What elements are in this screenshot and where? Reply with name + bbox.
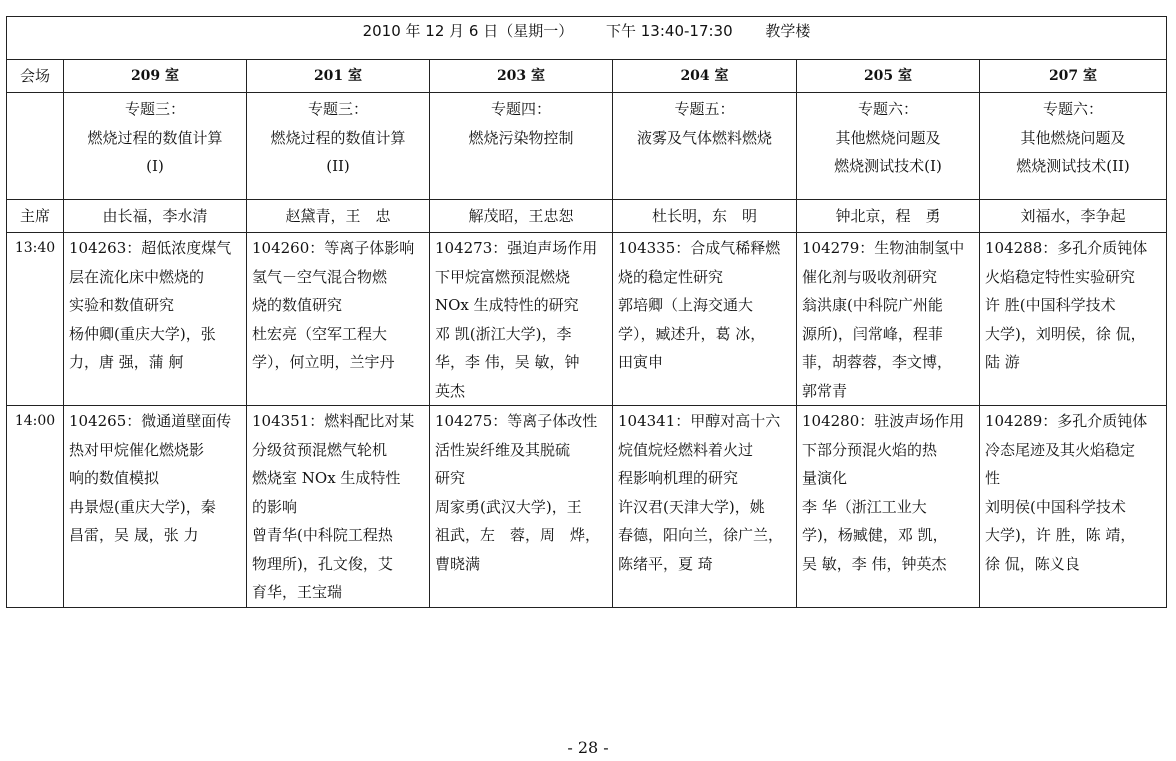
cell-line: 杨仲卿(重庆大学)，张 (69, 324, 216, 343)
cell-line: 下甲烷富燃预混燃烧 (435, 267, 571, 286)
cell-line: 活性炭纤维及其脱硫 (435, 440, 571, 459)
cell-line: 春德，阳向兰，徐广兰， (618, 526, 784, 544)
cell-line: 陆 游 (985, 353, 1020, 371)
topics-label-empty (7, 93, 64, 200)
topic-cell (797, 93, 980, 200)
cell-line: 液雾及气体燃料燃烧 (636, 128, 772, 147)
cell-line: 104275：等离子体改性 (435, 412, 598, 430)
cell-line: 104351：燃料配比对某 (252, 412, 415, 430)
paper-cell (613, 406, 797, 608)
chair-cell: 杜长明，东 明 (613, 200, 797, 233)
paper-cell (430, 233, 613, 406)
cell-line: 专题三： (124, 100, 185, 118)
chair-cell: 钟北京，程 勇 (797, 200, 980, 233)
paper-cell (430, 406, 613, 608)
room-207: 207 室 (980, 60, 1167, 93)
cell-line: 大学)，许 胜，陈 靖， (985, 526, 1136, 544)
paper-cell (797, 233, 980, 406)
chair-label: 主席 (7, 200, 64, 233)
session-time: 下午 13:40-17:30 (606, 22, 733, 40)
cell-line: 郭培卿（上海交通大 (618, 296, 754, 314)
cell-line: 燃烧室 NOx 生成特性 (252, 469, 401, 487)
session-row-1340 (7, 233, 1167, 406)
cell-line: 周家勇(武汉大学)，王 (435, 497, 582, 516)
topic-cell (980, 93, 1167, 200)
session-time-cell: 14:00 (7, 406, 64, 608)
room-204: 204 室 (613, 60, 797, 93)
cell-line: 学)，杨臧健，邓 凯， (802, 526, 948, 544)
room-209: 209 室 (64, 60, 247, 93)
cell-line: 火焰稳定特性实验研究 (985, 267, 1136, 286)
cell-line: 田寅申 (618, 353, 664, 371)
cell-line: 程影响机理的研究 (618, 469, 739, 487)
cell-line: 104289：多孔介质钝体 (985, 412, 1148, 430)
cell-line: (I) (146, 157, 164, 175)
cell-line: 郭常青 (802, 381, 848, 400)
cell-line: 氢气－空气混合物燃 (252, 267, 388, 286)
cell-line: 学），臧述升，葛 冰， (618, 324, 766, 343)
cell-line: 104288：多孔介质钝体 (985, 239, 1148, 257)
cell-line: 曾青华(中科院工程热 (252, 526, 393, 544)
paper-cell (64, 233, 247, 406)
paper-cell (980, 233, 1167, 406)
cell-line: 专题六： (857, 100, 918, 118)
cell-line: 烧的稳定性研究 (618, 267, 724, 286)
cell-line: 专题四： (490, 100, 551, 118)
cell-line: 分级贫预混燃气轮机 (252, 440, 388, 459)
cell-line: 华，李 伟，吴 敏，钟 (435, 353, 580, 371)
paper-cell (797, 406, 980, 608)
cell-line: 其他燃烧问题及 (1020, 128, 1126, 147)
cell-line: 104273：强迫声场作用 (435, 239, 598, 257)
cell-line: 徐 侃，陈义良 (985, 554, 1080, 573)
session-date: 2010 年 12 月 6 日（星期一） (362, 22, 574, 40)
cell-line: 104341：甲醇对高十六 (618, 412, 781, 430)
cell-line: 许汉君(天津大学)，姚 (618, 497, 765, 516)
cell-line: 层在流化床中燃烧的 (69, 267, 205, 286)
cell-line: (II) (326, 157, 350, 175)
cell-line: 燃烧测试技术(I) (834, 157, 942, 175)
room-201: 201 室 (247, 60, 430, 93)
cell-line: 育华，王宝瑞 (252, 583, 343, 601)
cell-line: 翁洪康(中科院广州能 (802, 296, 943, 314)
cell-line: 烷值烷烃燃料着火过 (618, 440, 754, 459)
cell-line: 力，唐 强，蒲 舸 (69, 353, 184, 371)
cell-line: 昌雷，吴 晟，张 力 (69, 526, 199, 544)
chair-cell: 赵黛青，王 忠 (247, 200, 430, 233)
page-number: - 28 - (567, 738, 609, 757)
rooms-row (7, 60, 1167, 93)
cell-line: 响的数值模拟 (69, 469, 160, 487)
cell-line: 104279：生物油制氢中 (802, 239, 965, 257)
cell-line: 祖武，左 蓉，周 烨， (435, 526, 601, 544)
paper-cell (613, 233, 797, 406)
chairs-row (7, 200, 1167, 233)
cell-line: 专题六： (1042, 100, 1103, 118)
cell-line: 实验和数值研究 (69, 296, 175, 314)
cell-line: 学），何立明，兰宇丹 (252, 353, 395, 371)
cell-line: 菲，胡蓉蓉，李文博， (802, 353, 953, 371)
cell-line: 热对甲烷催化燃烧影 (69, 440, 205, 459)
cell-line: 催化剂与吸收剂研究 (802, 267, 938, 286)
cell-line: 104260：等离子体影响 (252, 239, 415, 257)
cell-line: 物理所)，孔文俊，艾 (252, 554, 393, 573)
cell-line: 专题五： (674, 100, 735, 118)
paper-cell (980, 406, 1167, 608)
room-203: 203 室 (430, 60, 613, 93)
paper-cell (247, 233, 430, 406)
topic-cell (613, 93, 797, 200)
cell-line: 冷态尾迹及其火焰稳定 (985, 440, 1136, 459)
cell-line: 其他燃烧问题及 (835, 128, 941, 147)
room-205: 205 室 (797, 60, 980, 93)
cell-line: 陈绪平，夏 琦 (618, 554, 713, 573)
chair-cell: 解茂昭，王忠恕 (430, 200, 613, 233)
cell-line: 量演化 (802, 469, 848, 487)
cell-line: 大学)，刘明侯，徐 侃， (985, 324, 1146, 343)
cell-line: 邓 凯(浙江大学)，李 (435, 324, 572, 343)
topic-cell (430, 93, 613, 200)
cell-line: 研究 (435, 469, 466, 487)
cell-line: 下部分预混火焰的热 (802, 440, 938, 459)
paper-cell (64, 406, 247, 608)
cell-line: 刘明侯(中国科学技术 (985, 497, 1126, 516)
cell-line: 104265：微通道壁面传 (69, 412, 232, 430)
cell-line: 英杰 (435, 381, 466, 400)
cell-line: 杜宏亮（空军工程大 (252, 324, 388, 343)
cell-line: 许 胜(中国科学技术 (985, 296, 1116, 314)
schedule-table (6, 16, 1167, 608)
session-venue: 教学楼 (765, 22, 811, 40)
cell-line: 104280：驻波声场作用 (802, 412, 965, 430)
cell-line: 104335：合成气稀释燃 (618, 239, 781, 257)
cell-line: 燃烧污染物控制 (468, 128, 574, 147)
cell-line: 104263：超低浓度煤气 (69, 239, 232, 257)
session-row-1400 (7, 406, 1167, 608)
chair-cell: 刘福水，李争起 (980, 200, 1167, 233)
cell-line: 曹晓满 (435, 554, 481, 573)
cell-line: 李 华（浙江工业大 (802, 497, 927, 516)
cell-line: 烧的数值研究 (252, 296, 343, 314)
topic-cell (247, 93, 430, 200)
venue-label: 会场 (7, 60, 64, 93)
session-time-cell: 13:40 (7, 233, 64, 406)
cell-line: 燃烧过程的数值计算 (87, 128, 223, 147)
cell-line: 燃烧测试技术(II) (1016, 157, 1130, 175)
topic-cell (64, 93, 247, 200)
cell-line: NOx 生成特性的研究 (435, 296, 579, 314)
chair-cell: 由长福，李水清 (64, 200, 247, 233)
cell-line: 燃烧过程的数值计算 (270, 128, 406, 147)
cell-line: 的影响 (252, 497, 298, 516)
cell-line: 冉景煜(重庆大学)，秦 (69, 497, 216, 516)
topics-row (7, 93, 1167, 200)
cell-line: 源所)，闫常峰，程菲 (802, 324, 943, 343)
cell-line: 吴 敏，李 伟，钟英杰 (802, 554, 947, 573)
paper-cell (247, 406, 430, 608)
session-header (7, 17, 1167, 60)
cell-line: 专题三： (307, 100, 368, 118)
cell-line: 性 (985, 469, 1001, 487)
